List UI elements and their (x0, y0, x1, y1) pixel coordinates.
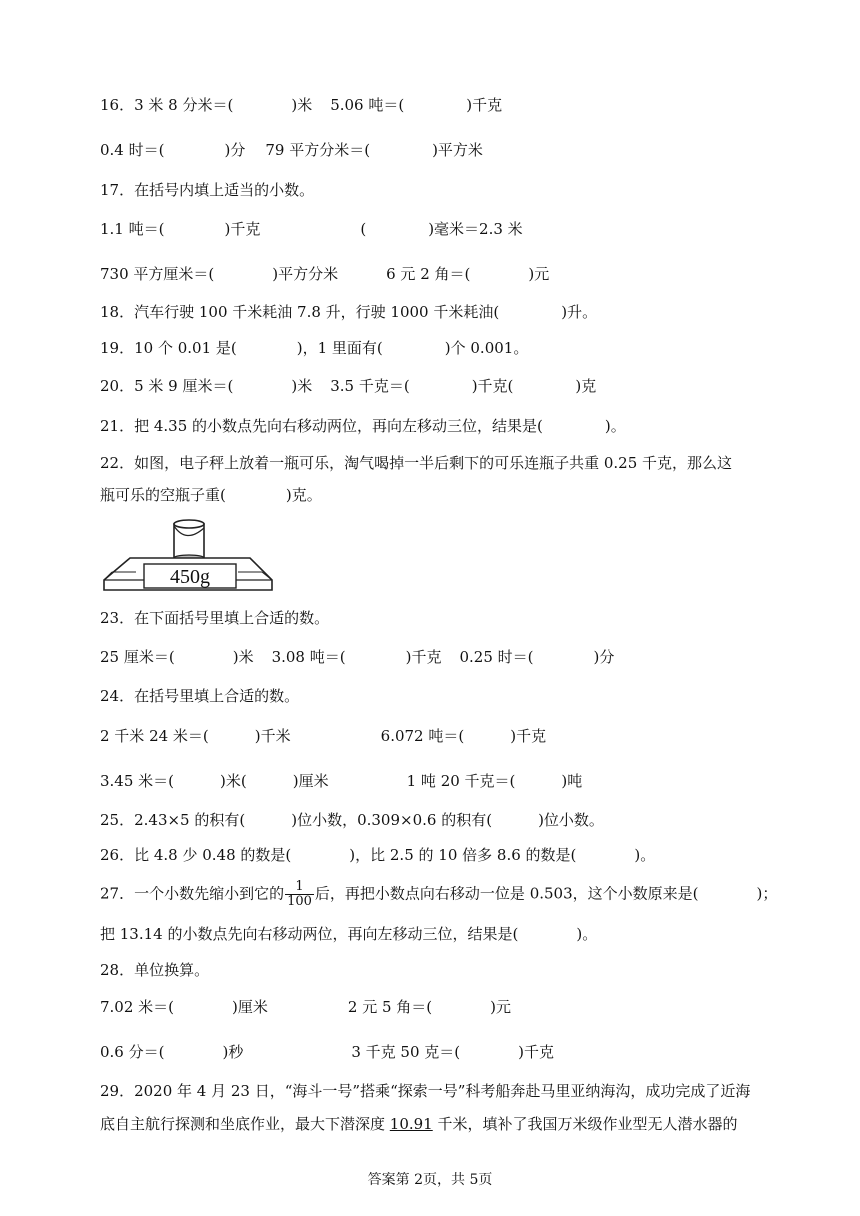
question-20: 20．5 米 9 厘米＝( )米 3.5 千克＝( )千克( )克 (100, 377, 597, 395)
question-27-line-1: 27．一个小数先缩小到它的 $\frac{1}{100}$ 后，再把小数点向右移动一位是 0.503，这个小数原来是( )； (100, 879, 778, 909)
question-28-line-2: 0.6 分＝( )秒 3 千克 50 克＝( )千克 (100, 1043, 554, 1061)
electronic-scale-illustration (100, 514, 290, 594)
question-23-title: 23．在下面括号里填上合适的数。 (100, 609, 330, 627)
question-24-line-1: 2 千米 24 米＝( )千米 6.072 吨＝( )千克 (100, 727, 547, 745)
question-16-line-1: 16．3 米 8 分米＝( )米 5.06 吨＝( )千克 (100, 96, 503, 114)
question-17-title: 17．在括号内填上适当的小数。 (100, 181, 315, 199)
question-26: 26．比 4.8 少 0.48 的数是( )，比 2.5 的 10 倍多 8.6 的数是( )。 (100, 846, 656, 864)
question-24-line-2: 3.45 米＝( )米( )厘米 1 吨 20 千克＝( )吨 (100, 772, 583, 790)
question-28-title: 28．单位换算。 (100, 961, 210, 979)
question-18: 18．汽车行驶 100 千米耗油 7.8 升，行驶 1000 千米耗油( )升。 (100, 303, 598, 321)
question-22-line-1: 22．如图，电子秤上放着一瓶可乐，淘气喝掉一半后剩下的可乐连瓶子共重 0.25 千克，那么这 (100, 454, 733, 472)
question-21: 21．把 4.35 的小数点先向右移动两位，再向左移动三位，结果是( )。 (100, 417, 626, 435)
question-27-line-2: 把 13.14 的小数点先向右移动两位，再向左移动三位，结果是( )。 (100, 925, 598, 943)
scale-display-text: 450g (170, 566, 210, 588)
question-19: 19．10 个 0.01 是( )，1 里面有( )个 0.001。 (100, 339, 529, 357)
question-22-line-2: 瓶可乐的空瓶子重( )克。 (100, 486, 322, 504)
question-17-line-2: 730 平方厘米＝( )平方分米 6 元 2 角＝( )元 (100, 265, 550, 283)
question-29-line-2: 底自主航行探测和坐底作业，最大下潜深度 10.91 千米，填补了我国万米级作业型无人潜水器的 (100, 1115, 738, 1133)
question-28-line-1: 7.02 米＝( )厘米 2 元 5 角＝( )元 (100, 998, 511, 1016)
cola-cup-icon (174, 520, 204, 561)
question-17-line-1: 1.1 吨＝( )千克 ( )毫米＝2.3 米 (100, 220, 523, 238)
question-29-line-1: 29．2020 年 4 月 23 日，“海斗一号”搭乘“探索一号”科考船奔赴马里亚纳海沟，成功完成了近海 (100, 1082, 751, 1100)
page-footer: 答案第 2页，共 5页 (367, 1172, 493, 1188)
question-23-line-1: 25 厘米＝( )米 3.08 吨＝( )千克 0.25 时＝( )分 (100, 648, 615, 666)
question-25: 25．2.43×5 的积有( )位小数，0.309×0.6 的积有( )位小数。 (100, 811, 604, 829)
depth-value: 10.91 (389, 1115, 433, 1133)
question-16-line-2: 0.4 时＝( )分 79 平方分米＝( )平方米 (100, 141, 483, 159)
fraction-one-hundredth: $\frac{1}{100}$ (287, 879, 312, 909)
question-24-title: 24．在括号里填上合适的数。 (100, 687, 300, 705)
